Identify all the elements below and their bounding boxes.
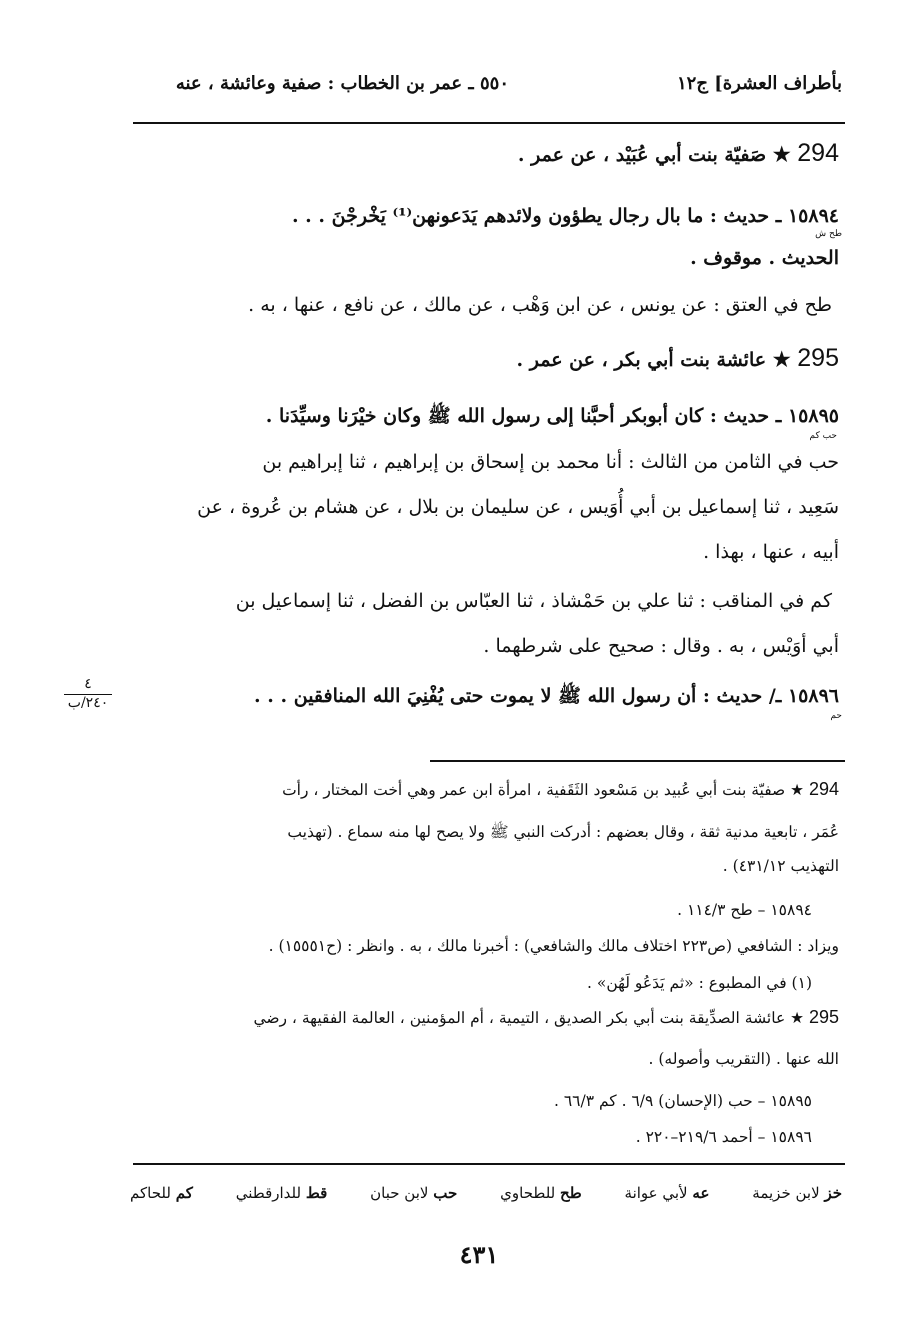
star-icon: ★ <box>772 142 791 166</box>
hadith-15894-line: الحديث . موقوف . <box>690 247 839 269</box>
footnote-text: التهذيب ٤٣١/١٢) . <box>722 857 839 875</box>
footnote-15894: ١٥٨٩٤ – طح ١١٤/٣ . <box>677 901 812 919</box>
hadith-15895-isnad: حب في الثامن من الثالث : أنا محمد بن إسحاق بن إبراهيم ، ثنا إبراهيم بن <box>262 451 839 473</box>
footnote-295 <box>253 1006 839 1029</box>
legend-rule <box>133 1163 845 1165</box>
section-title: صَفيّة بنت أبي عُبَيْد ، عن عمر . <box>517 144 767 166</box>
footnote-rule <box>430 760 845 762</box>
hadith-15895-isnad: أبي أوَيْس ، به . وقال : صحيح على شرطهما . <box>483 635 839 657</box>
footnote-text: ★ عائشة الصدِّيقة بنت أبي بكر الصديق ، التيمية ، أم المؤمنين ، العالمة الفقيهة ، رضي <box>253 1009 805 1027</box>
footnote-number: 295 <box>808 1007 839 1027</box>
section-number: 294 <box>797 139 839 167</box>
hadith-15895-line: ١٥٨٩٥ ـ حديث : كان أبوبكر أحبَّنا إلى رسول الله ﷺ وكان خيْرَنا وسيِّدَنا . <box>265 405 839 427</box>
section-title: عائشة بنت أبي بكر ، عن عمر . <box>516 349 767 371</box>
page-number: ٤٣١ <box>459 1240 499 1269</box>
margin-folio-ref: ٢٤٠/ب <box>67 695 109 711</box>
footnote-text: ★ صفيّة بنت أبي عُبيد بن مَسْعود الثَقَفية ، امرأة ابن عمر وهي أخت المختار ، رأت <box>282 781 805 799</box>
footnote-text: عُمَر ، تابعية مدنية ثقة ، وقال بعضهم : أدركت النبي ﷺ ولا يصح لها منه سماع . (تهذيب <box>287 823 839 841</box>
header-right-title: بأطراف العشرة] ج١٢ <box>676 73 842 94</box>
section-294-heading <box>518 140 839 168</box>
hadith-15895-isnad: سَعِيد ، ثنا إسماعيل بن أبي أُوَيس ، عن سليمان بن بلال ، عن هشام بن عُروة ، عن <box>197 496 839 518</box>
legend-entry: عه لأبي عوانة <box>624 1184 710 1202</box>
hadith-15894-line: ١٥٨٩٤ ـ حديث : ما بال رجال يطؤون ولائدهم يَدَعونهن⁽¹⁾ يَخْرجْنَ . . . <box>291 205 839 227</box>
hadith-15895-isnad: أبيه ، عنها ، بهذا . <box>703 541 839 563</box>
footnote-294 <box>282 778 839 801</box>
section-295-heading <box>517 345 839 373</box>
hadith-15896-line: ١٥٨٩٦ ـ/ حديث : أن رسول الله ﷺ لا يموت حتى يُفْنِيَ الله المنافقين . . . <box>254 685 839 707</box>
hadith-15896-sigla: حم <box>830 711 842 721</box>
legend-entry: قط للدارقطني <box>235 1184 328 1202</box>
star-icon: ★ <box>772 347 791 371</box>
hadith-15895-sigla: حب كم <box>809 431 837 441</box>
hadith-15894-sigla: طح ش <box>815 229 842 239</box>
header-left-title: ٥٥٠ ـ عمر بن الخطاب : صفية وعائشة ، عنه <box>175 73 509 94</box>
margin-folio-note <box>60 676 116 711</box>
footnote-15896: ١٥٨٩٦ – أحمد ٢١٩/٦–٢٢٠ . <box>635 1128 812 1146</box>
section-number: 295 <box>797 344 839 372</box>
footnote-number: 294 <box>808 779 839 799</box>
footnote-note-1: (١) في المطبوع : «ثم يَدَعُو لَهُن» . <box>586 974 812 992</box>
footnote-15895: ١٥٨٩٥ – حب (الإحسان) ٦/٩ . كم ٦٦/٣ . <box>554 1092 812 1110</box>
footnote-ziyada: ويزاد : الشافعي (ص٢٢٣ اختلاف مالك والشافعي) : أخبرنا مالك ، به . وانظر : (ح١٥٥٥١) . <box>268 937 839 955</box>
margin-folio-number: ٤ <box>84 676 92 692</box>
hadith-15895-isnad: كم في المناقب : ثنا علي بن حَمْشاذ ، ثنا العبّاس بن الفضل ، ثنا إسماعيل بن <box>235 590 832 612</box>
legend-entry: خز لابن خزيمة <box>752 1184 842 1202</box>
footnote-text: الله عنها . (التقريب وأصوله) . <box>648 1050 839 1068</box>
hadith-15894-isnad: طح في العتق : عن يونس ، عن ابن وَهْب ، عن مالك ، عن نافع ، عنها ، به . <box>248 294 832 316</box>
legend-entry: كم للحاكم <box>130 1184 193 1202</box>
header-rule <box>133 122 845 124</box>
legend-entry: حب لابن حبان <box>370 1184 458 1202</box>
sigla-legend <box>130 1184 842 1202</box>
legend-entry: طح للطحاوي <box>500 1184 582 1202</box>
